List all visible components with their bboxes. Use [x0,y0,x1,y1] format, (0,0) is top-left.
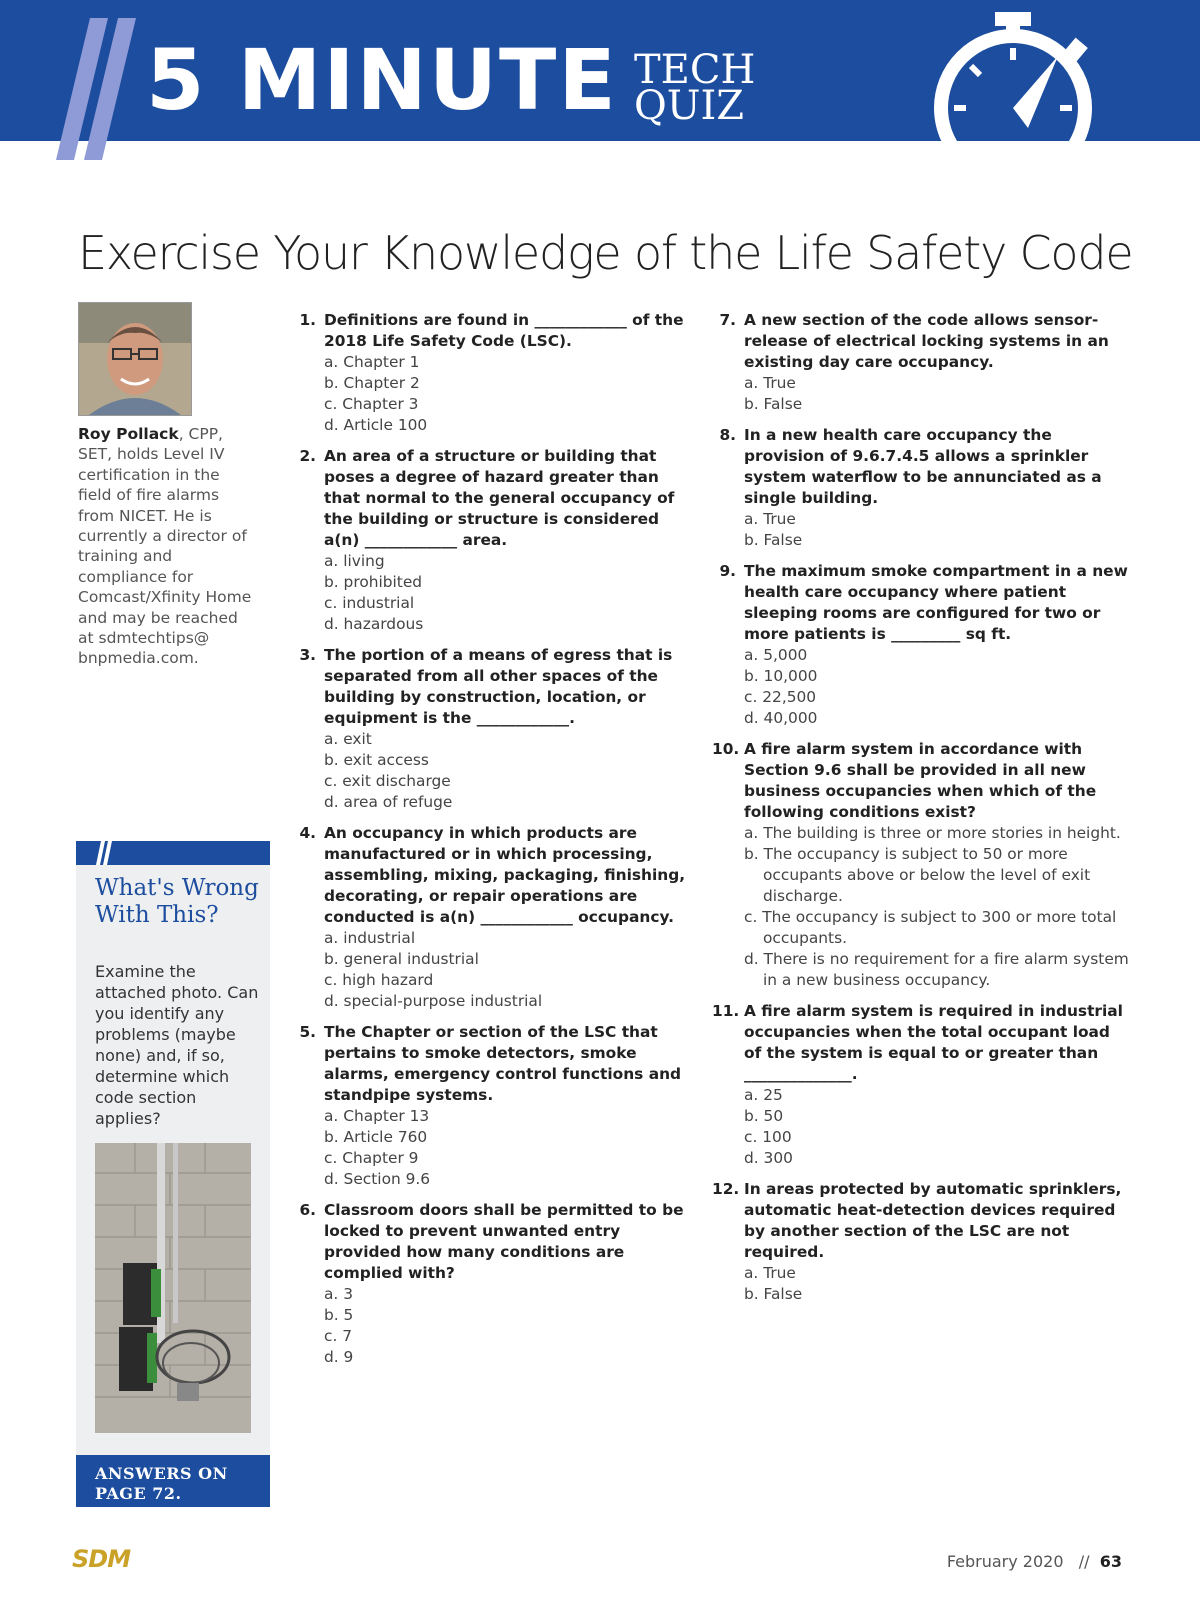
questions-right-column [712,310,1132,1315]
quiz-question [712,1179,1132,1305]
answer-option: c. 7 [324,1327,353,1345]
slash-marks-icon [76,841,116,865]
quiz-question [712,310,1132,415]
question-number: 9. [719,562,736,580]
answer-option: a. industrial [324,929,416,947]
answer-option: b. 10,000 [744,667,818,685]
page-headline: Exercise Your Knowledge of the Life Safety Code [78,226,1133,280]
question-text: The maximum smoke compartment in a new health care occupancy where patient sleeping rooms are configured for two or more patients is _________ sq ft. [744,562,1128,643]
answer-option: c. high hazard [324,971,434,989]
quiz-question [292,310,692,436]
quiz-question [712,739,1132,991]
question-number: 12. [712,1180,740,1198]
question-number: 2. [299,447,316,465]
question-number: 3. [299,646,316,664]
answer-option: a. 5,000 [744,646,808,664]
quiz-question [292,645,692,813]
answer-option: b. general industrial [324,950,479,968]
answer-option: c. 100 [744,1128,792,1146]
question-text: In a new health care occupancy the provision of 9.6.7.4.5 allows a sprinkler system waterflow to be annunciated as a single building. [744,426,1102,507]
answer-option: d. hazardous [324,615,424,633]
banner-title: 5 MINUTE [146,31,618,129]
question-text: An area of a structure or building that poses a degree of hazard greater than that normal to the general occupancy of the building or structure is considered a(n) ____________ area. [324,447,675,549]
answer-option: a. 3 [324,1285,354,1303]
question-number: 11. [712,1002,740,1020]
quiz-question [292,823,692,1012]
answer-option: a. Chapter 1 [324,353,420,371]
question-text: A fire alarm system in accordance with Section 9.6 shall be provided in all new business occupancies when which of the following conditions exist? [744,740,1097,821]
question-text: A fire alarm system is required in industrial occupancies when the total occupant load of the system is equal to or greater than ______________. [744,1002,1123,1083]
answers-text: ANSWERS ON PAGE 72. [95,1464,228,1503]
question-text: Classroom doors shall be permitted to be locked to prevent unwanted entry provided how many conditions are complied with? [324,1201,684,1282]
answer-option: c. Chapter 3 [324,395,419,413]
answer-option: b. prohibited [324,573,423,591]
answer-option: d. 9 [324,1348,354,1366]
sidebar-text: Examine the attached photo. Can you identify any problems (maybe none) and, if so, determine which code section applies? [95,962,259,1128]
answer-option: a. 25 [744,1086,783,1104]
question-number: 7. [719,311,736,329]
answer-option: c. Chapter 9 [324,1149,419,1167]
slash-marks-icon [56,18,146,160]
answer-option: b. 5 [324,1306,354,1324]
banner-tech: TECH [634,47,756,93]
question-number: 8. [719,426,736,444]
page-footer [947,1552,1122,1571]
answer-option: a. True [744,1264,796,1282]
question-number: 10. [712,740,740,758]
footer-date: February 2020 [946,1552,1064,1571]
question-text: The Chapter or section of the LSC that pertains to smoke detectors, smoke alarms, emergency control functions and standpipe systems. [324,1023,682,1104]
question-text: An occupancy in which products are manufactured or in which processing, assembling, mixing, packaging, finishing, decorating, or repair operations are conducted is a(n) ____________ occupancy. [324,824,686,926]
answer-option: a. Chapter 13 [324,1107,430,1125]
answer-option: d. Article 100 [324,416,428,434]
quiz-question [712,1001,1132,1169]
quiz-question [292,1200,692,1368]
question-number: 1. [299,311,316,329]
answer-option: b. Article 760 [324,1128,428,1146]
questions-left-column [292,310,692,1378]
page-number: 63 [1099,1552,1122,1571]
answer-option: d. There is no requirement for a fire alarm system in a new business occupancy. [744,950,1129,989]
author-photo [78,302,192,416]
author-bio-text: , CPP, SET, holds Level IV certification in the field of fire alarms from NICET. He is currently a director of training and compliance for Comcast/Xfinity Home and may be reached at sdmtechtips@ bnpmedia.com. [78,425,252,668]
whats-wrong-sidebar [76,841,270,1507]
question-number: 6. [299,1201,316,1219]
sidebar-photo [95,1143,251,1433]
answers-box [76,1455,270,1507]
quiz-question [292,446,692,635]
answer-option: b. False [744,1285,803,1303]
answer-option: a. True [744,374,796,392]
answer-option: d. area of refuge [324,793,453,811]
answer-option: c. 22,500 [744,688,817,706]
answer-option: b. False [744,395,803,413]
quiz-question [292,1022,692,1190]
answer-option: b. False [744,531,803,549]
answer-option: c. exit discharge [324,772,451,790]
sidebar-title: What's Wrong With This? [95,875,259,928]
answer-option: d. 40,000 [744,709,818,727]
sdm-logo: SDM [72,1545,131,1573]
answer-option: b. The occupancy is subject to 50 or more occupants above or below the level of exit discharge. [744,845,1091,905]
question-text: In areas protected by automatic sprinklers, automatic heat-detection devices required by another section of the LSC are not required. [744,1180,1122,1261]
answer-option: d. 300 [744,1149,793,1167]
answer-option: b. Chapter 2 [324,374,420,392]
stopwatch-icon [928,8,1106,148]
footer-separator: // [1078,1552,1090,1571]
answer-option: a. The building is three or more stories in height. [744,824,1121,842]
sidebar-top-bar [76,841,270,865]
answer-option: d. special-purpose industrial [324,992,543,1010]
quiz-question [712,425,1132,551]
answer-option: a. True [744,510,796,528]
answer-option: b. exit access [324,751,429,769]
question-text: A new section of the code allows sensor-release of electrical locking systems in an existing day care occupancy. [744,311,1109,371]
answer-option: a. exit [324,730,372,748]
banner-subtitle [634,47,756,129]
answer-option: d. Section 9.6 [324,1170,431,1188]
author-bio [78,424,256,669]
author-name: Roy Pollack [78,425,179,443]
question-number: 4. [299,824,316,842]
header-banner [0,0,1200,141]
banner-quiz: QUIZ [634,83,745,129]
answer-option: c. The occupancy is subject to 300 or more total occupants. [744,908,1117,947]
answer-option: b. 50 [744,1107,784,1125]
question-text: The portion of a means of egress that is separated from all other spaces of the building by construction, location, or equipment is the ____________. [324,646,673,727]
question-number: 5. [299,1023,316,1041]
answer-option: a. living [324,552,385,570]
answer-option: c. industrial [324,594,415,612]
question-text: Definitions are found in ____________ of the 2018 Life Safety Code (LSC). [324,311,684,350]
quiz-question [712,561,1132,729]
